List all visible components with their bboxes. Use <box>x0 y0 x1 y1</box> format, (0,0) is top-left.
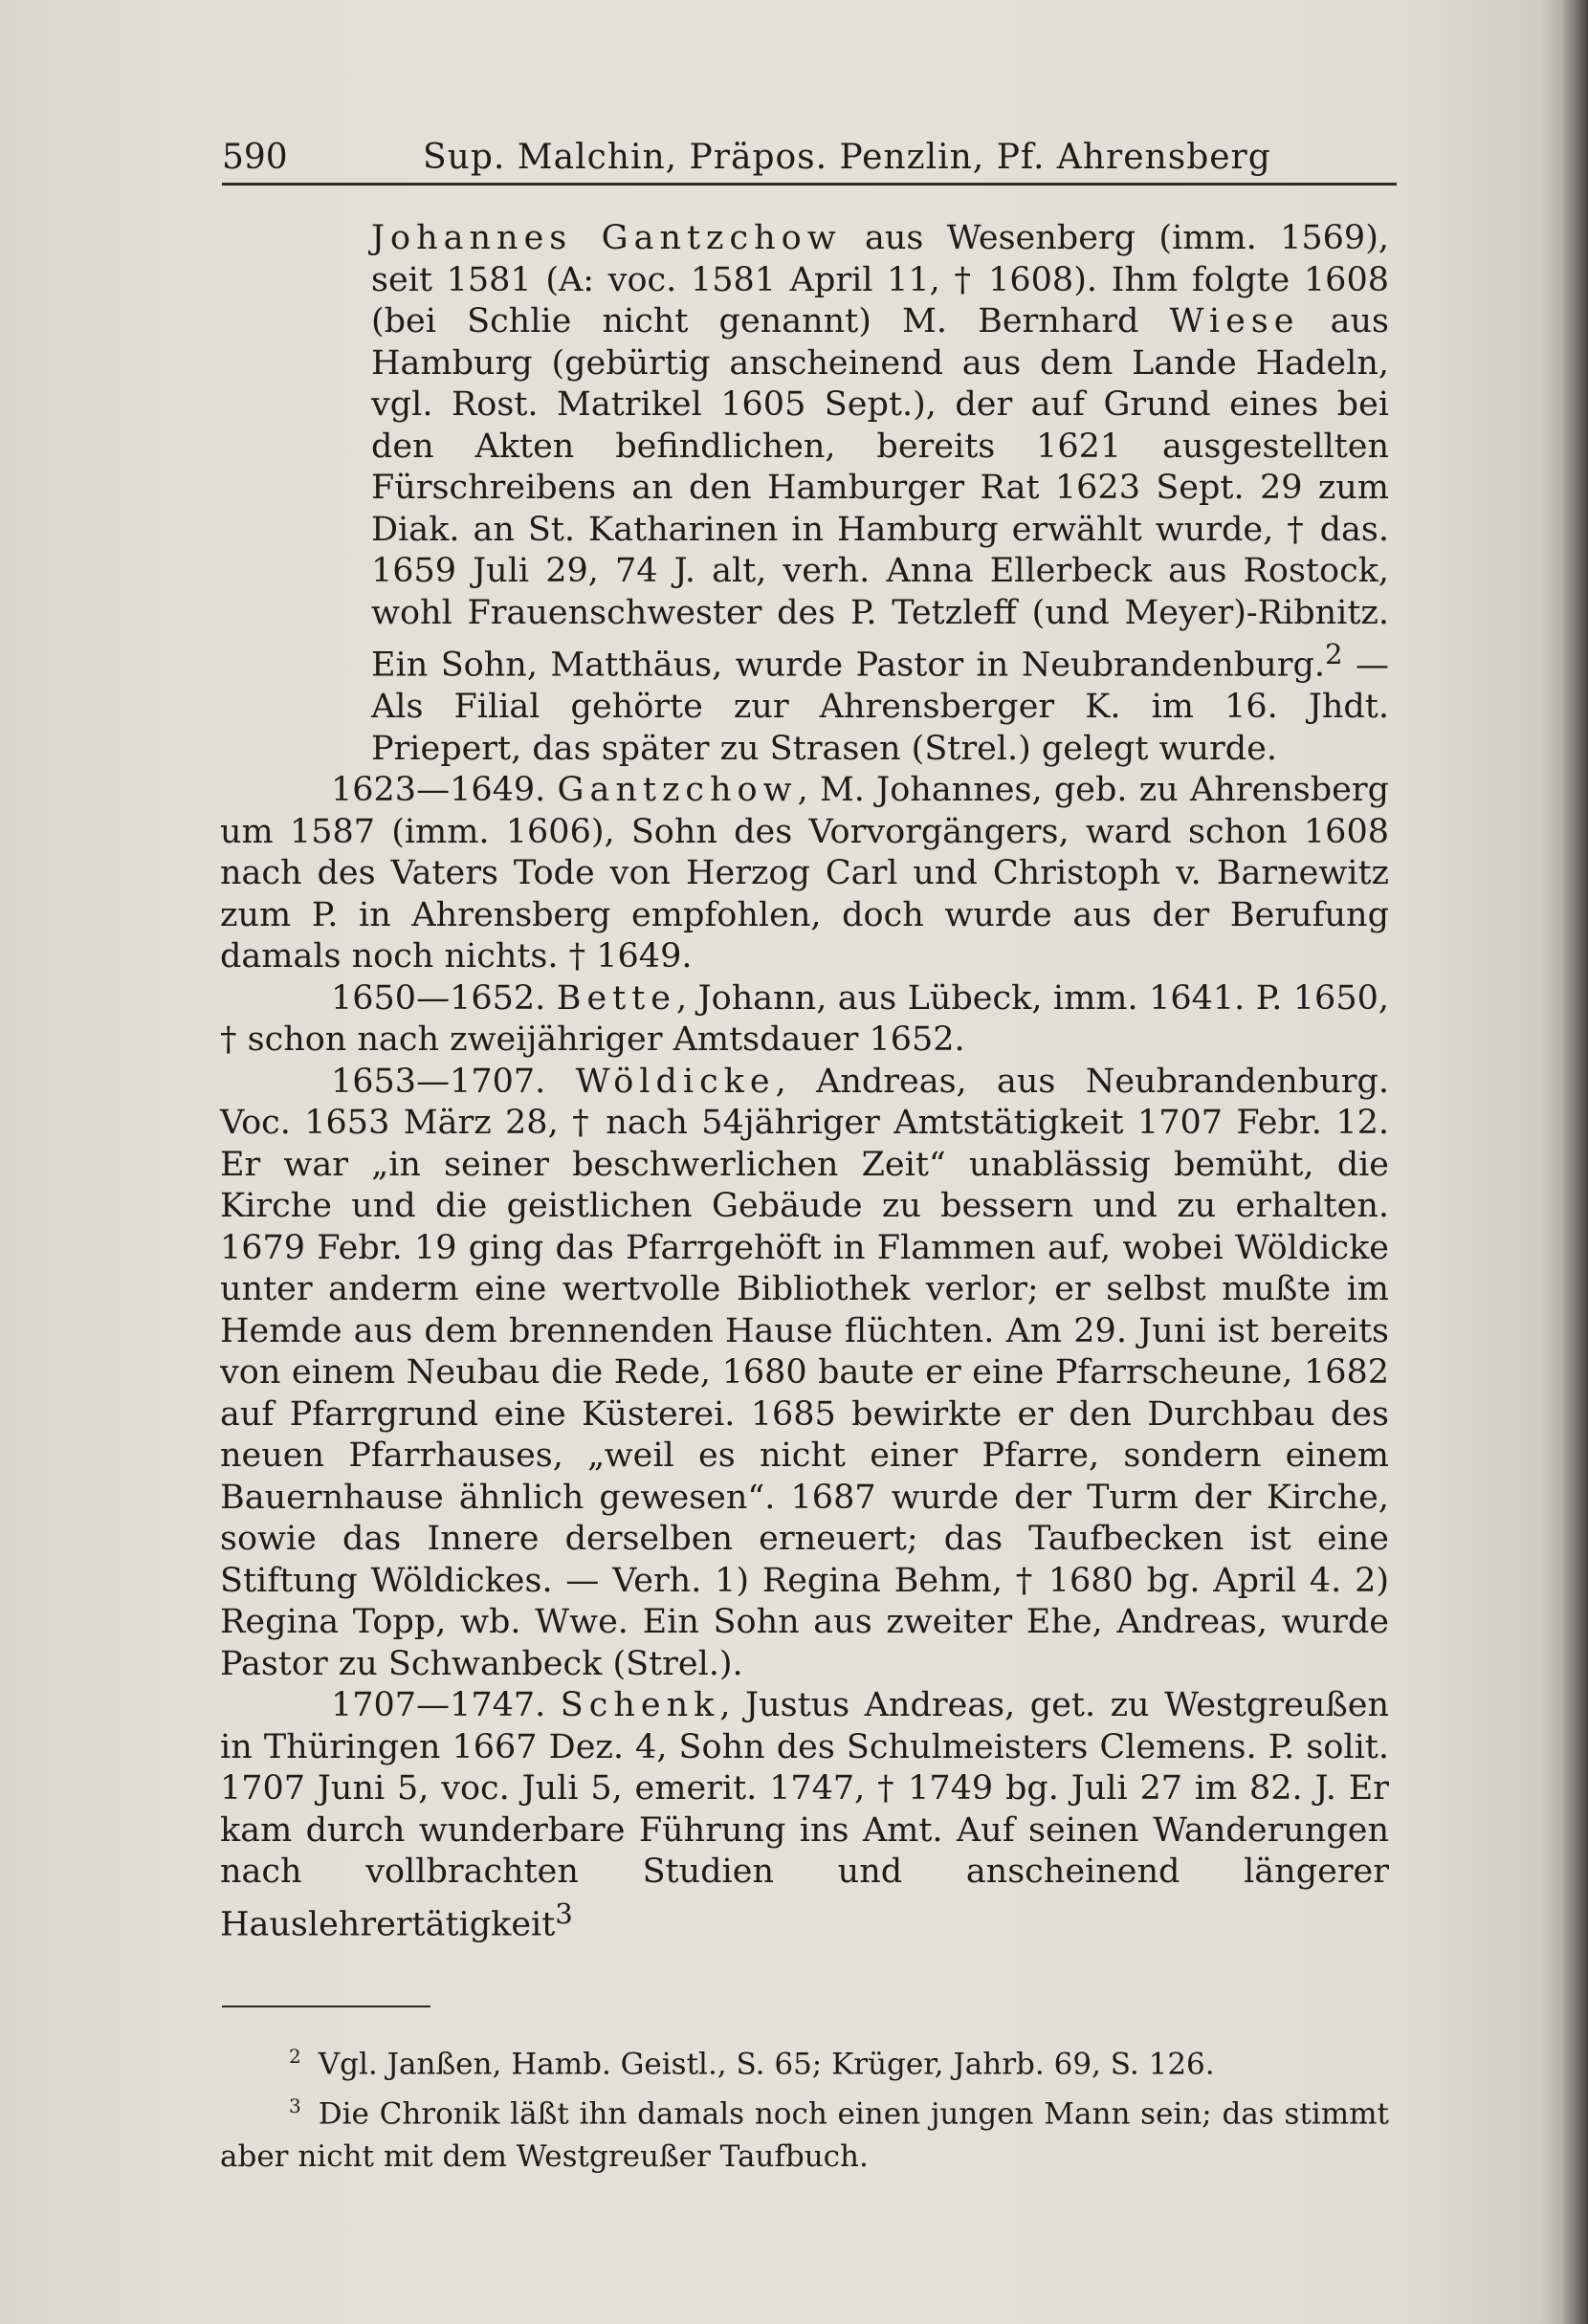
paragraph-entry-gantzchow <box>220 770 1389 978</box>
person-name: Gantzchow <box>557 771 798 810</box>
footnote-reference: 2 <box>1325 638 1343 670</box>
footnote-mark: 3 <box>289 2094 301 2118</box>
paragraph-text: , Justus Andreas, get. zu Westgreußen in Thüringen 1667 Dez. 4, Sohn des Schulmeisters Clemens. P. solit. 1707 Juni 5, voc. Juli 5, emerit. 1747, † 1749 bg. Juli 27 im 82. J. Er kam durch wunderbare Führung ins Amt. Auf seinen Wanderungen nach vollbrachten Studien und anscheinend längerer Hauslehrertätigkeit <box>220 1686 1389 1944</box>
footnote-reference: 3 <box>555 1896 573 1930</box>
footnotes <box>220 2035 1389 2178</box>
paragraph-text: , M. Johannes, geb. zu Ahrensberg um 1587 (imm. 1606), Sohn des Vorvorgängers, ward schon 1608 nach des Vaters Tode von Herzog Carl und Christoph v. Barnewitz zum P. in Ahrensberg empfohlen, doch wurde aus der Berufung damals noch nichts. † 1649. <box>220 771 1389 976</box>
footnote-mark: 2 <box>289 2045 301 2068</box>
person-name: Wiese <box>1169 302 1300 340</box>
entry-dates: 1623—1649. <box>331 771 558 810</box>
header-rule <box>222 183 1397 186</box>
page-edge-shadow <box>1561 0 1588 2324</box>
person-name: Wöldicke <box>575 1062 776 1101</box>
entry-dates: 1653—1707. <box>331 1062 576 1101</box>
page-number: 590 <box>222 138 288 177</box>
footnote-text: Vgl. Janßen, Hamb. Geistl., S. 65; Krüger, Jahrb. 69, S. 126. <box>318 2047 1215 2082</box>
entry-dates: 1707—1747. <box>331 1686 561 1725</box>
paragraph-text: , Andreas, aus Neubrandenburg. Voc. 1653 März 28, † nach 54jähriger Amtstätigkeit 1707 Febr. 12. Er war „in seiner beschwerlichen Zeit“ unablässig bemüht, die Kirche und die geistlichen Gebäude zu bessern und zu erhalten. 1679 Febr. 19 ging das Pfarrgehöft in Flammen auf, wobei Wöldicke unter anderm eine wertvolle Bibliothek verlor; er selbst mußte im Hemde aus dem brennenden Hause flüchten. Am 29. Juni ist bereits von einem Neubau die Rede, 1680 baute er eine Pfarrscheune, 1682 auf Pfarrgrund eine Küsterei. 1685 bewirkte er den Durchbau des neuen Pfarrhauses, „weil es nicht einer Pfarre, sondern einem Bauernhause ähnlich gewesen“. 1687 wurde der Turm der Kirche, sowie das Innere derselben erneuert; das Taufbecken ist eine Stiftung Wöldickes. — Verh. 1) Regina Behm, † 1680 bg. April 4. 2) Regina Topp, wb. Wwe. Ein Sohn aus zweiter Ehe, Andreas, wurde Pastor zu Schwanbeck (Strel.). <box>220 1062 1389 1683</box>
paragraph-entry-schenk <box>220 1685 1389 1946</box>
paragraph-entry-bette <box>220 978 1389 1062</box>
running-head <box>222 134 1286 182</box>
paragraph-text: aus Wesenberg (imm. 1569), seit 1581 (A: voc. 1581 April 11, † 1608). Ihm folgte 1608 (bei Schlie nicht genannt) M. Bernhard <box>371 219 1389 340</box>
entry-dates: 1650—1652. <box>331 978 557 1018</box>
body-text <box>220 218 1389 1946</box>
person-name: Schenk <box>560 1686 720 1725</box>
paragraph-text: , Johann, aus Lübeck, imm. 1641. P. 1650, † schon nach zweijähriger Amtsdauer 1652. <box>220 978 1389 1060</box>
person-name: Bette <box>556 978 677 1018</box>
paragraph-entry-woeldicke <box>220 1062 1389 1686</box>
footnote <box>220 2035 1389 2085</box>
person-name: Johannes Gantzchow <box>371 219 842 257</box>
footnote-text: Die Chronik läßt ihn damals noch einen jungen Mann sein; das stimmt aber nicht mit dem Westgreußer Taufbuch. <box>220 2096 1389 2174</box>
footnote-rule <box>222 2006 430 2007</box>
footnote <box>220 2085 1389 2177</box>
running-title: Sup. Malchin, Präpos. Penzlin, Pf. Ahrensberg <box>423 138 1271 177</box>
paragraph-predecessors <box>371 218 1389 770</box>
paragraph-text: aus Hamburg (gebürtig anscheinend aus dem Lande Hadeln, vgl. Rost. Matrikel 1605 Sept.), der auf Grund eines bei den Akten befindlichen, bereits 1621 ausgestellten Fürschreibens an den Hamburger Rat 1623 Sept. 29 zum Diak. an St. Katharinen in Hamburg erwählt wurde, † das. 1659 Juli 29, 74 J. alt, verh. Anna Ellerbeck aus Rostock, wohl Frauenschwester des P. Tetzleff (und Meyer)-Ribnitz. Ein Sohn, Matthäus, wurde Pastor in Neubrandenburg. <box>371 302 1389 685</box>
paragraph-text: — Als Filial gehörte zur Ahrensberger K. im 16. Jhdt. Priepert, das später zu Strasen (Strel.) gelegt wurde. <box>371 646 1389 768</box>
